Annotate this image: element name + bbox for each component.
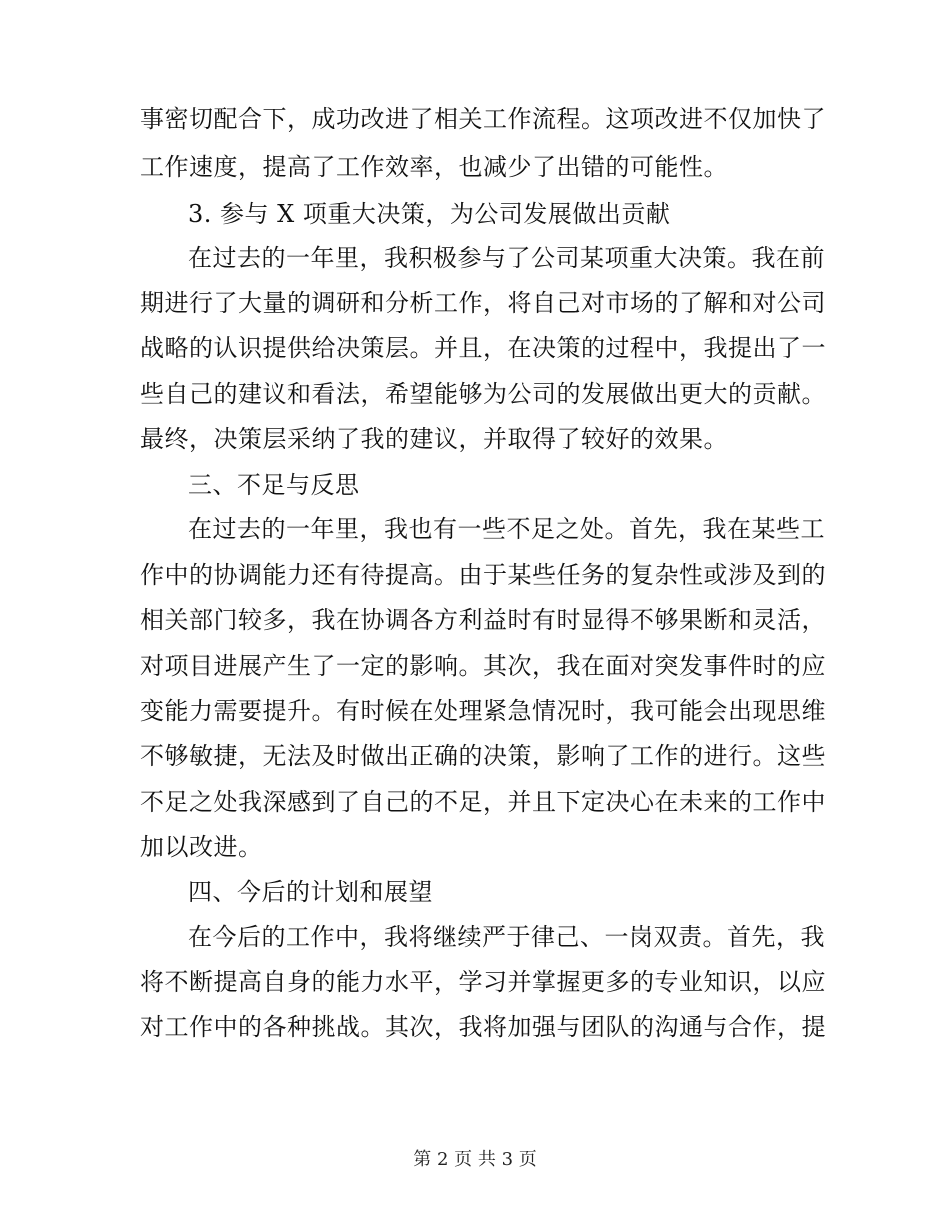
text-line: 在今后的工作中，我将继续严于律己、一岗双责。首先，我: [188, 923, 825, 951]
section-heading: 四、今后的计划和展望: [188, 878, 433, 906]
text-line: 些自己的建议和看法，希望能够为公司的发展做出更大的贡献。: [140, 380, 826, 408]
text-line: 将不断提高自身的能力水平，学习并掌握更多的专业知识，以应: [140, 968, 826, 996]
section-heading: 三、不足与反思: [188, 471, 360, 499]
text-line: 战略的认识提供给决策层。并且，在决策的过程中，我提出了一: [140, 334, 826, 362]
text-line: 在过去的一年里，我积极参与了公司某项重大决策。我在前: [188, 244, 825, 272]
text-line: 不足之处我深感到了自己的不足，并且下定决心在未来的工作中: [140, 788, 826, 816]
section-heading: 3. 参与 X 项重大决策，为公司发展做出贡献: [188, 200, 671, 228]
text-line: 对项目进展产生了一定的影响。其次，我在面对突发事件时的应: [140, 652, 826, 680]
text-line: 相关部门较多，我在协调各方利益时有时显得不够果断和灵活，: [140, 606, 826, 634]
text-line: 不够敏捷，无法及时做出正确的决策，影响了工作的进行。这些: [140, 742, 826, 770]
text-line: 作中的协调能力还有待提高。由于某些任务的复杂性或涉及到的: [140, 561, 826, 589]
text-line: 工作速度，提高了工作效率，也减少了出错的可能性。: [140, 153, 728, 181]
text-line: 期进行了大量的调研和分析工作，将自己对市场的了解和对公司: [140, 289, 826, 317]
text-line: 在过去的一年里，我也有一些不足之处。首先，我在某些工: [188, 515, 825, 543]
text-line: 最终，决策层采纳了我的建议，并取得了较好的效果。: [140, 425, 728, 453]
text-line: 变能力需要提升。有时候在处理紧急情况时，我可能会出现思维: [140, 697, 826, 725]
page-number-footer: 第 2 页 共 3 页: [413, 1149, 537, 1170]
text-line: 事密切配合下，成功改进了相关工作流程。这项改进不仅加快了: [140, 105, 826, 133]
text-line: 对工作中的各种挑战。其次，我将加强与团队的沟通与合作，提: [140, 1013, 826, 1041]
text-line: 加以改进。: [140, 833, 263, 861]
